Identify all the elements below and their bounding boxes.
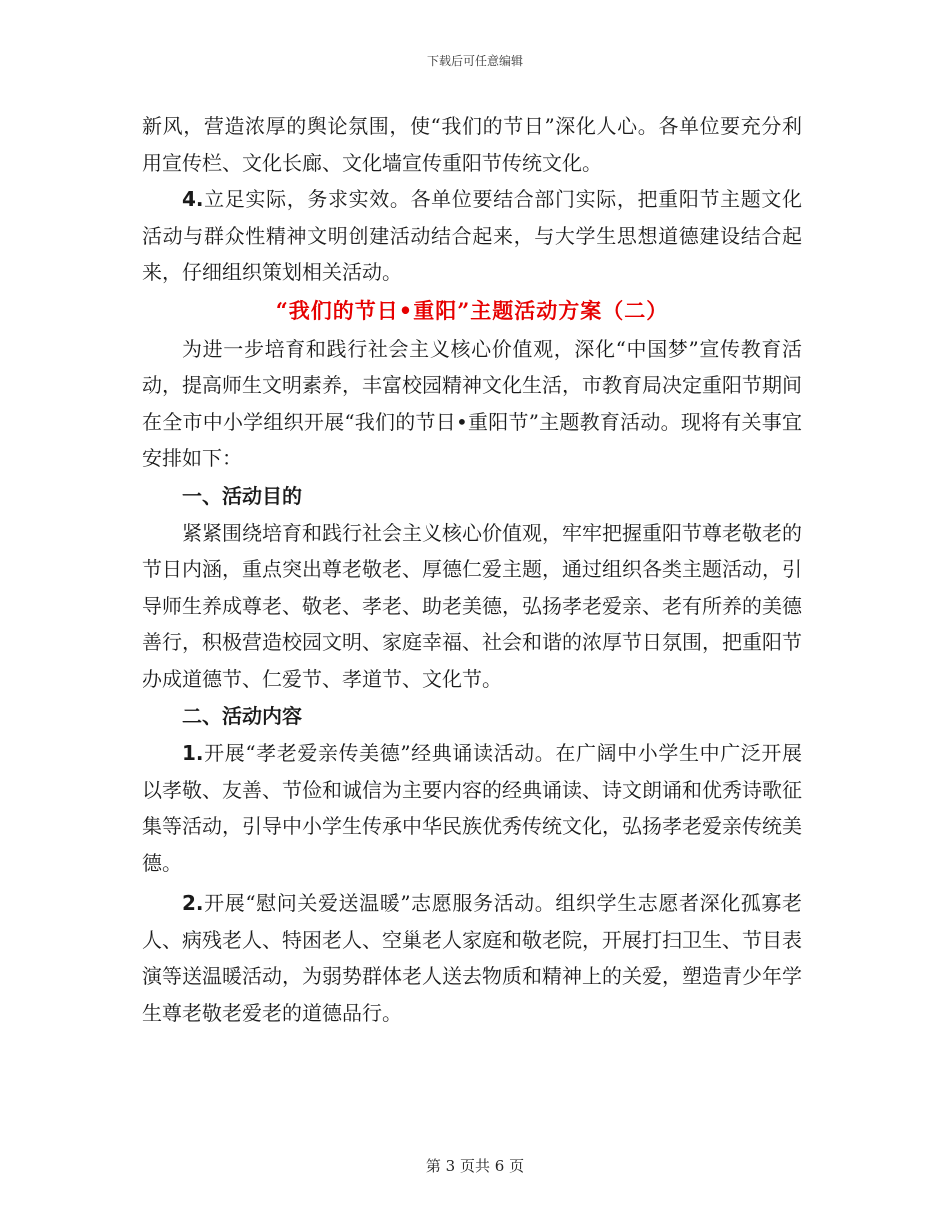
- heading-content: 二、活动内容: [182, 704, 302, 728]
- paragraph-continued: 新风，营造浓厚的舆论氛围，使“我们的节日”深化人心。各单位要充分利用宣传栏、文化长廊、文化墙宣传重阳节传统文化。: [142, 114, 802, 175]
- list-item-text: 开展“孝老爱亲传美德”经典诵读活动。在广阔中小学生中广泛开展以孝敬、友善、节俭和诚信为主要内容的经典诵读、诗文朗诵和优秀诗歌征集等活动，引导中小学生传承中华民族优秀传统文化，弘扬孝老爱亲传统美德。: [142, 741, 802, 875]
- list-item-1: [142, 735, 802, 881]
- section-title: “我们的节日•重阳”主题活动方案（二）: [275, 297, 669, 323]
- document-body: [142, 108, 802, 1031]
- purpose-paragraph: 紧紧围绕培育和践行社会主义核心价值观，牢牢把握重阳节尊老敬老的节日内涵，重点突出尊老敬老、厚德仁爱主题，通过组织各类主题活动，引导师生养成尊老、敬老、孝老、助老美德，弘扬孝老爱亲、老有所养的美德善行，积极营造校园文明、家庭幸福、社会和谐的浓厚节日氛围，把重阳节办成道德节、仁爱节、孝道节、文化节。: [142, 520, 802, 691]
- list-item-text: 开展“慰问关爱送温暖”志愿服务活动。组织学生志愿者深化孤寡老人、病残老人、特困老人、空巢老人家庭和敬老院，开展打扫卫生、节目表演等送温暖活动，为弱势群体老人送去物质和精神上的关爱，塑造青少年学生尊老敬老爱老的道德品行。: [142, 891, 802, 1025]
- list-item-4: [142, 181, 802, 291]
- list-number: 1.: [182, 741, 204, 765]
- page-footer: 第 3 页共 6 页: [425, 1157, 525, 1175]
- list-item-2: [142, 885, 802, 1031]
- intro-paragraph: 为进一步培育和践行社会主义核心价值观，深化“中国梦”宣传教育活动，提高师生文明素养，丰富校园精神文化生活，市教育局决定重阳节期间在全市中小学组织开展“我们的节日•重阳节”主题教育活动。现将有关事宜安排如下：: [142, 336, 802, 470]
- list-item-text: 立足实际，务求实效。各单位要结合部门实际，把重阳节主题文化活动与群众性精神文明创建活动结合起来，与大学生思想道德建设结合起来，仔细组织策划相关活动。: [142, 187, 802, 284]
- heading-purpose: 一、活动目的: [182, 483, 302, 508]
- list-number: 4.: [182, 187, 204, 211]
- page-header: 下载后可任意编辑: [426, 54, 523, 68]
- list-number: 2.: [182, 891, 204, 915]
